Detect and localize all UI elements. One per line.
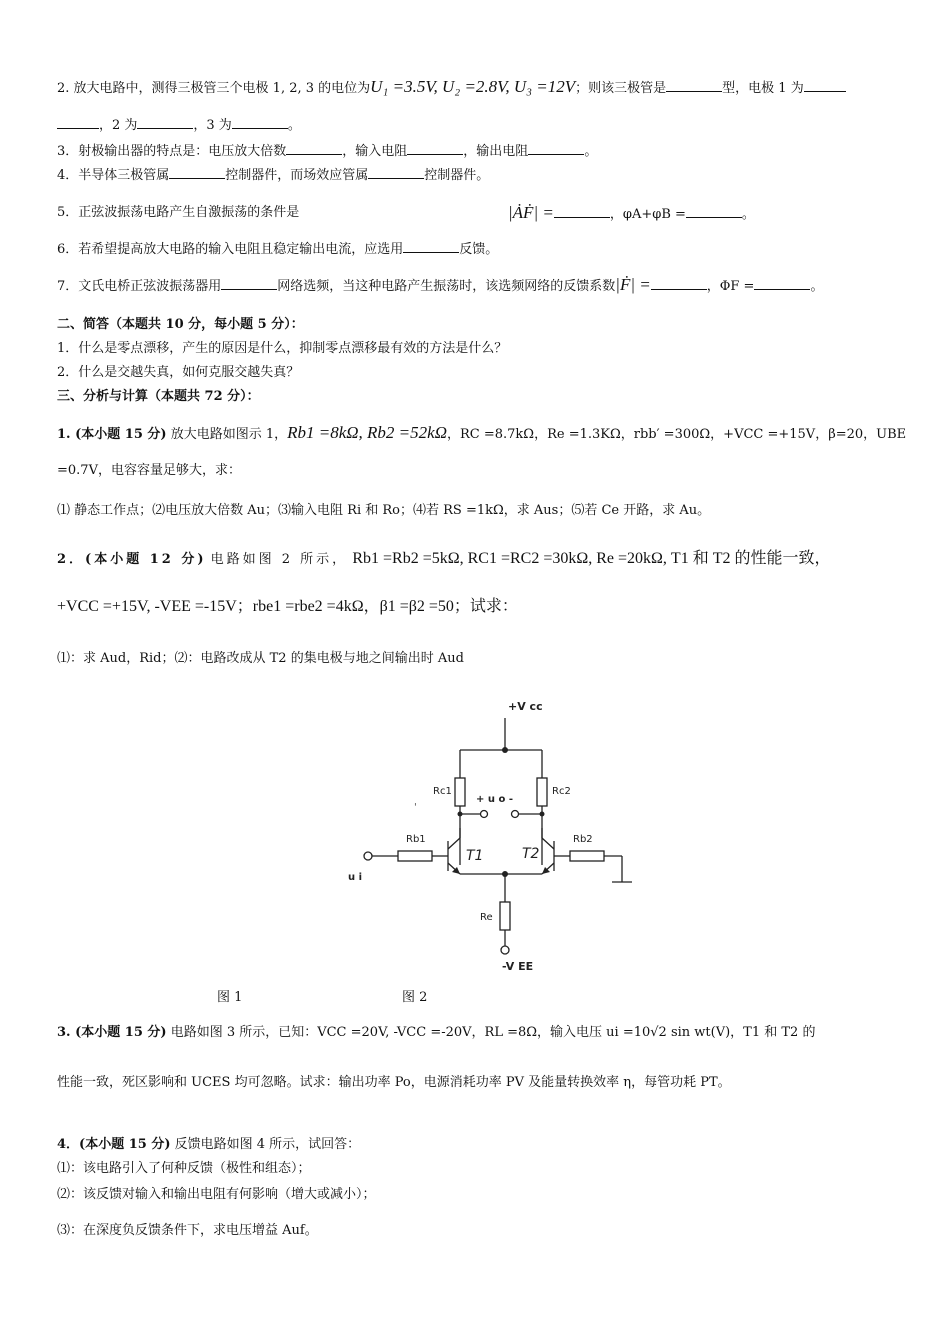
answer-blank[interactable]	[57, 116, 99, 129]
answer-blank[interactable]	[754, 277, 810, 290]
problem4-q3: ⑶：在深度负反馈条件下，求电压增益 Auf。	[57, 1223, 318, 1238]
problem4-q1: ⑴：该电路引入了何种反馈（极性和组态）；	[57, 1161, 311, 1176]
answer-blank[interactable]	[686, 205, 742, 218]
q2-potentials: U₁ =3.5V, U₂ =2.8V, U₃ =12V	[370, 77, 576, 96]
problem3-line2: 性能一致，死区影响和 UCES 均可忽略。试求：输出功率 Po，电源消耗功率 PV 及能量转换效率 η，每管功耗 PT。	[57, 1075, 731, 1090]
answer-blank[interactable]	[554, 205, 610, 218]
answer-blank[interactable]	[137, 116, 193, 129]
answer-blank[interactable]	[169, 166, 225, 179]
q4-line: 4．半导体三极管属 控制器件，而场效应管属 控制器件。	[57, 168, 490, 183]
vee-label: -V EE	[502, 960, 534, 973]
q6-line: 6．若希望提高放大电路的输入电阻且稳定输出电流，应选用 反馈。	[57, 242, 499, 257]
stray-mark: '	[414, 802, 417, 813]
answer-blank[interactable]	[368, 166, 424, 179]
problem1-line3: ⑴ 静态工作点；⑵电压放大倍数 Au；⑶输入电阻 Ri 和 Ro；⑷若 RS =1kΩ，求 Aus；⑸若 Ce 开路，求 Au。	[57, 503, 711, 518]
rb2-label: Rb2	[573, 834, 593, 845]
rc1-label: Rc1	[433, 786, 452, 797]
rb1-label: Rb1	[406, 834, 426, 845]
answer-blank[interactable]	[804, 79, 846, 92]
answer-blank[interactable]	[407, 142, 463, 155]
q5-condition: |ȦḞ| = ，φA+φB = 。	[508, 203, 755, 222]
t2-label: T2	[522, 846, 540, 862]
q5-line: 5．正弦波振荡电路产生自激振荡的条件是	[57, 205, 300, 220]
problem2-line1: 2．(本小题 12 分) 电路如图 2 所示， Rb1 =Rb2 =5kΩ, RC1 =RC2 =30kΩ, Re =20kΩ, T1 和 T2 的性能一致，	[57, 550, 831, 567]
section2-heading: 二、简答（本题共 10 分，每小题 5 分）：	[57, 317, 304, 332]
answer-blank[interactable]	[651, 277, 707, 290]
problem4-line1: 4．(本小题 15 分) 反馈电路如图 4 所示，试回答：	[57, 1137, 361, 1152]
section2-q2: 2．什么是交越失真，如何克服交越失真？	[57, 365, 300, 380]
answer-blank[interactable]	[221, 277, 277, 290]
answer-blank[interactable]	[403, 240, 459, 253]
problem3-line1: 3. (本小题 15 分) 电路如图 3 所示，已知：VCC =20V, -VCC =-20V，RL =8Ω，输入电压 ui =10√2 sin wt(V)，T1 和 T2 的	[57, 1025, 816, 1040]
vcc-label: +V cc	[508, 700, 543, 713]
problem1-line2: =0.7V，电容容量足够大，求：	[57, 463, 241, 478]
ui-label: u i	[348, 872, 363, 883]
problem2-line2: +VCC =+15V, -VEE =-15V；rbe1 =rbe2 =4kΩ，β1 =β2 =50；试求：	[57, 598, 518, 615]
rc2-label: Rc2	[552, 786, 571, 797]
q2-line1: 2. 放大电路中，测得三极管三个电极 1, 2, 3 的电位为U₁ =3.5V, U₂ =2.8V, U₃ =12V；则该三极管是 型，电极 1 为	[57, 78, 846, 98]
problem2-line3: ⑴：求 Aud，Rid；⑵：电路改成从 T2 的集电极与地之间输出时 Aud	[57, 651, 464, 666]
re-label: Re	[480, 912, 493, 923]
problem4-q2: ⑵：该反馈对输入和输出电阻有何影响（增大或减小）；	[57, 1187, 376, 1202]
q2-line2: ，2 为 ，3 为 。	[57, 116, 301, 135]
q7-line: 7．文氏电桥正弦波振荡器用 网络选频，当这种电路产生振荡时，该选频网络的反馈系数|Ḟ| = ，ΦF = 。	[57, 275, 824, 294]
q3-line: 3．射极输出器的特点是：电压放大倍数 ，输入电阻 ，输出电阻 。	[57, 144, 598, 159]
figure1-caption: 图 1	[217, 990, 243, 1005]
uo-label: + u o -	[476, 794, 513, 805]
figure2-caption: 图 2	[402, 990, 428, 1005]
answer-blank[interactable]	[528, 142, 584, 155]
answer-blank[interactable]	[666, 79, 722, 92]
section3-heading: 三、分析与计算（本题共 72 分）：	[57, 389, 260, 404]
answer-blank[interactable]	[286, 142, 342, 155]
section2-q1: 1．什么是零点漂移，产生的原因是什么，抑制零点漂移最有效的方法是什么？	[57, 341, 508, 356]
differential-amplifier-circuit	[330, 690, 650, 980]
answer-blank[interactable]	[232, 116, 288, 129]
t1-label: T1	[466, 848, 484, 864]
problem1-line1: 1. (本小题 15 分) 放大电路如图示 1，Rb1 =8kΩ, Rb2 =52kΩ，RC =8.7kΩ，Re =1.3KΩ，rbb′ =300Ω，+VCC =+15V，β=20，UBE	[57, 423, 907, 442]
